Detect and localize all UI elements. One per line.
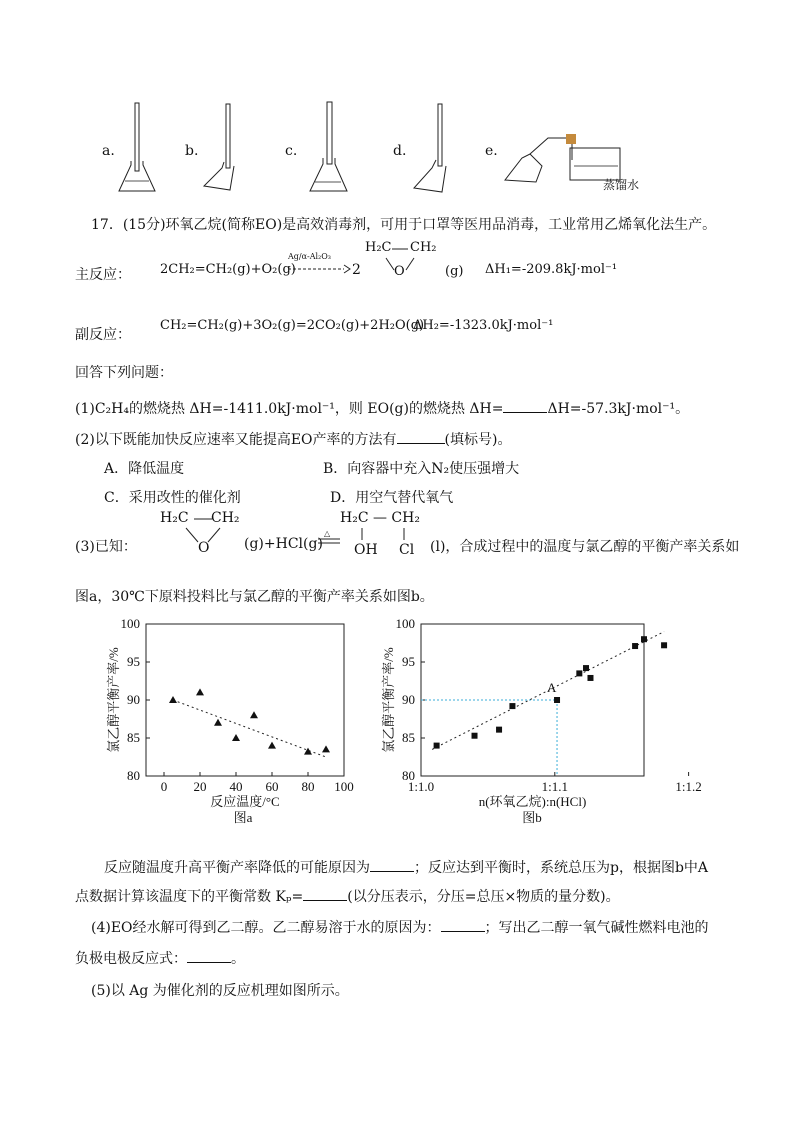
chart-caption: 图b bbox=[522, 810, 542, 825]
data-point bbox=[509, 703, 515, 709]
data-point bbox=[587, 675, 593, 681]
y-tick-label: 95 bbox=[402, 654, 415, 669]
q2-tail: (填标号)。 bbox=[444, 432, 512, 448]
x-axis-label: n(环氧乙烷):n(HCl) bbox=[478, 794, 587, 809]
answer-prompt: 回答下列问题： bbox=[75, 365, 173, 381]
q3-blank-kp[interactable] bbox=[303, 886, 347, 901]
side-reaction-label: 副反应： bbox=[75, 327, 131, 343]
q1-text-b: ΔH=-57.3kJ·mol⁻¹。 bbox=[547, 401, 690, 417]
q2-option-c: C．采用改性的催化剂 bbox=[104, 490, 241, 506]
apparatus-label-e: e. bbox=[485, 143, 498, 159]
q4-end: 。 bbox=[231, 951, 245, 967]
q2-option-d: D．用空气替代氧气 bbox=[330, 490, 454, 506]
data-point bbox=[472, 733, 478, 739]
ring-h2c: H₂C bbox=[365, 240, 392, 255]
q1-blank[interactable] bbox=[503, 398, 547, 413]
x-tick-label: 100 bbox=[334, 779, 354, 794]
q4-line2 bbox=[75, 948, 245, 968]
y-tick-label: 85 bbox=[127, 730, 140, 745]
q3-prefix: (3)已知： bbox=[75, 539, 137, 555]
data-point bbox=[641, 636, 647, 642]
apparatus-label-b: b. bbox=[185, 143, 199, 159]
data-point bbox=[661, 642, 667, 648]
svg-text:△: △ bbox=[324, 529, 331, 538]
q3-text1: 反应随温度升高平衡产率降低的可能原因为 bbox=[104, 860, 370, 876]
data-point bbox=[583, 665, 589, 671]
q3-blank-reason[interactable] bbox=[370, 857, 414, 872]
q4-b: ；写出乙二醇一氧气碱性燃料电池的 bbox=[484, 920, 709, 936]
q5-text: (5)以 Ag 为催化剂的反应机理如图所示。 bbox=[91, 983, 349, 999]
q3-text4: (以分压表示，分压=总压×物质的量分数)。 bbox=[347, 889, 620, 905]
q4-blank-electrode[interactable] bbox=[187, 948, 231, 963]
data-point bbox=[232, 734, 240, 741]
side-dh: ΔH₂=-1323.0kJ·mol⁻¹ bbox=[413, 318, 554, 333]
y-tick-label: 90 bbox=[127, 692, 140, 707]
q2-blank[interactable] bbox=[397, 429, 445, 444]
q3-ring-ch2: CH₂ bbox=[211, 510, 240, 526]
data-point bbox=[496, 727, 502, 733]
apparatus-label-a: a. bbox=[102, 143, 115, 159]
data-point bbox=[214, 719, 222, 726]
q3-product-bonds-icon bbox=[350, 528, 420, 542]
q3-line2: 图a，30℃下原料投料比与氯乙醇的平衡产率关系如图b。 bbox=[75, 589, 434, 605]
x-axis-label: 反应温度/°C bbox=[210, 794, 280, 809]
y-axis-label: 氯乙醇平衡产率/% bbox=[381, 647, 396, 753]
y-tick-label: 100 bbox=[395, 616, 415, 631]
x-tick-label: 40 bbox=[229, 779, 243, 794]
q1-text-a: (1)C₂H₄的燃烧热 ΔH=-1411.0kJ·mol⁻¹，则 EO(g)的燃烧热 ΔH= bbox=[75, 401, 504, 417]
y-tick-label: 85 bbox=[402, 730, 415, 745]
data-point bbox=[169, 696, 177, 703]
data-point bbox=[250, 711, 258, 718]
y-axis-label: 氯乙醇平衡产率/% bbox=[106, 647, 121, 753]
main-reaction-label: 主反应： bbox=[75, 267, 131, 283]
reaction-arrow-icon bbox=[288, 262, 350, 276]
q4-text bbox=[91, 917, 709, 937]
chart-b bbox=[381, 615, 702, 835]
x-tick-label: 1:1.1 bbox=[541, 779, 568, 794]
flask-a-icon bbox=[115, 95, 175, 200]
x-tick-label: 1:1.2 bbox=[675, 779, 702, 794]
q3-ring-o: O bbox=[198, 540, 210, 556]
chart-a bbox=[100, 615, 400, 835]
q3-reactants: (g)+HCl(g) bbox=[244, 536, 323, 552]
ring-o: O bbox=[394, 264, 405, 279]
q2-text bbox=[75, 429, 511, 449]
data-point bbox=[632, 643, 638, 649]
data-point bbox=[268, 742, 276, 749]
distilled-water-label: 蒸馏水 bbox=[603, 178, 640, 192]
x-tick-label: 80 bbox=[301, 779, 315, 794]
y-tick-label: 100 bbox=[120, 616, 140, 631]
q3-ring-h2c: H₂C bbox=[160, 510, 189, 526]
q3-text3: 点数据计算该温度下的平衡常数 Kₚ= bbox=[75, 889, 304, 905]
apparatus-label-d: d. bbox=[393, 143, 407, 159]
chart-a-frame bbox=[146, 624, 344, 776]
ring-ch2: CH₂ bbox=[410, 240, 437, 255]
data-point bbox=[576, 670, 582, 676]
y-tick-label: 80 bbox=[402, 768, 415, 783]
data-point bbox=[196, 688, 204, 695]
flask-b-icon bbox=[200, 100, 250, 200]
main-catalyst: Ag/α-Al₂O₃ bbox=[288, 252, 332, 261]
apparatus-label-c: c. bbox=[285, 143, 298, 159]
flask-d-icon bbox=[410, 100, 460, 200]
q4-c: 负极电极反应式： bbox=[75, 951, 187, 967]
x-tick-label: 0 bbox=[160, 779, 168, 794]
q4-a: (4)EO经水解可得到乙二醇。乙二醇易溶于水的原因为： bbox=[91, 920, 441, 936]
q2-option-b: B．向容器中充入N₂使压强增大 bbox=[323, 461, 520, 477]
side-reaction-eq: CH₂=CH₂(g)+3O₂(g)=2CO₂(g)+2H₂O(g) bbox=[160, 318, 425, 333]
q2-question: (2)以下既能加快反应速率又能提高EO产率的方法有 bbox=[75, 432, 397, 448]
y-tick-label: 80 bbox=[127, 768, 140, 783]
main-dh: ΔH₁=-209.8kJ·mol⁻¹ bbox=[485, 262, 618, 277]
q17-intro: 17．(15分)环氧乙烷(简称EO)是高效消毒剂，可用于口罩等医用品消毒，工业常用乙烯氧化法生产。 bbox=[91, 217, 717, 233]
q3-product-top: H₂C — CH₂ bbox=[340, 510, 420, 526]
data-point bbox=[434, 743, 440, 749]
equilibrium-arrow-icon bbox=[318, 528, 340, 548]
main-coef: 2 bbox=[352, 262, 361, 278]
point-a-label: A bbox=[547, 680, 557, 695]
q2-option-a: A．降低温度 bbox=[104, 461, 185, 477]
q3-reason-text bbox=[104, 857, 708, 877]
y-tick-label: 90 bbox=[402, 692, 415, 707]
q1-text bbox=[75, 398, 689, 418]
flask-c-icon bbox=[305, 98, 365, 198]
trend-line bbox=[173, 700, 326, 757]
q3-product-cl: Cl bbox=[399, 542, 415, 558]
q3-product-oh: OH bbox=[354, 542, 378, 558]
x-tick-label: 20 bbox=[193, 779, 207, 794]
q3-kp-text bbox=[75, 886, 620, 906]
x-tick-label: 60 bbox=[265, 779, 279, 794]
q3-text2: ；反应达到平衡时，系统总压为p，根据图b中A bbox=[414, 860, 709, 876]
q3-tail: (l)，合成过程中的温度与氯乙醇的平衡产率关系如 bbox=[430, 539, 740, 555]
data-point bbox=[554, 697, 560, 703]
data-point bbox=[322, 745, 330, 752]
x-tick-label: 1:1.0 bbox=[407, 779, 435, 794]
trend-line bbox=[432, 632, 664, 750]
q4-blank-reason[interactable] bbox=[441, 917, 485, 932]
y-tick-label: 95 bbox=[127, 654, 140, 669]
chart-caption: 图a bbox=[233, 810, 253, 825]
main-reaction-left: 2CH₂=CH₂(g)+O₂(g) bbox=[160, 262, 296, 277]
main-state: (g) bbox=[445, 264, 464, 279]
